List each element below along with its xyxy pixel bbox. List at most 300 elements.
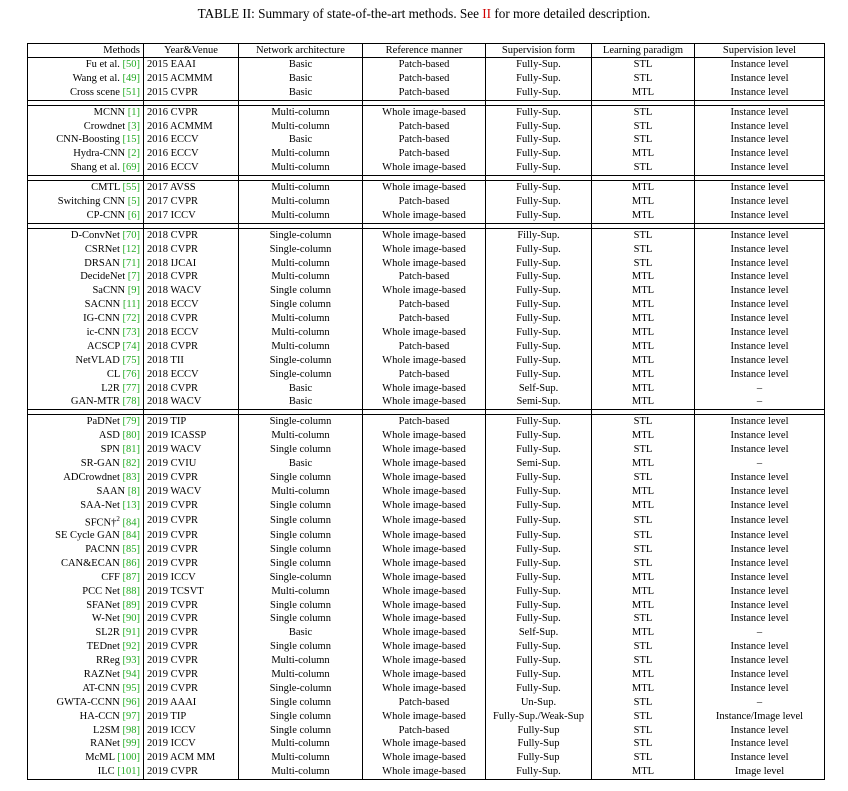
reference-cell: Patch-based [363, 298, 486, 312]
year-venue-cell: 2019 CVPR [144, 765, 239, 779]
citation-link[interactable]: [79] [122, 416, 140, 428]
method-cell [28, 668, 144, 682]
paradigm-cell: STL [592, 543, 695, 557]
paradigm-cell: STL [592, 557, 695, 571]
supervision-level-cell: – [695, 626, 825, 640]
reference-cell: Whole image-based [363, 543, 486, 557]
supervision-form-cell: Fully-Sup. [486, 557, 592, 571]
citation-link[interactable]: [12] [122, 243, 140, 255]
citation-link[interactable]: [50] [122, 58, 140, 70]
network-cell: Multi-column [239, 585, 363, 599]
reference-cell: Whole image-based [363, 382, 486, 396]
paradigm-cell: STL [592, 513, 695, 530]
method-name: SACNN [84, 299, 121, 311]
citation-link[interactable]: [89] [122, 599, 140, 611]
supervision-level-cell: Instance level [695, 147, 825, 161]
supervision-form-cell: Un-Sup. [486, 696, 592, 710]
supervision-level-cell: Instance level [695, 557, 825, 571]
supervision-level-cell: Instance level [695, 340, 825, 354]
reference-cell: Patch-based [363, 368, 486, 382]
citation-link[interactable]: [96] [122, 696, 140, 708]
year-venue-cell: 2019 CVPR [144, 626, 239, 640]
method-name: CP-CNN [86, 209, 126, 221]
method-cell [28, 195, 144, 209]
supervision-form-cell: Fully-Sup. [486, 571, 592, 585]
paradigm-cell: MTL [592, 571, 695, 585]
table-row [28, 429, 825, 443]
supervision-form-cell: Fully-Sup. [486, 340, 592, 354]
citation-link[interactable]: [100] [117, 752, 140, 764]
year-venue-cell: 2019 CVPR [144, 499, 239, 513]
network-cell: Single-column [239, 354, 363, 368]
table-row [28, 529, 825, 543]
method-name: SR-GAN [80, 457, 120, 469]
method-name: TEDnet [86, 641, 120, 653]
year-venue-cell: 2018 WACV [144, 284, 239, 298]
paradigm-cell: MTL [592, 499, 695, 513]
year-venue-cell: 2016 ECCV [144, 161, 239, 175]
network-cell: Multi-column [239, 737, 363, 751]
reference-cell: Whole image-based [363, 499, 486, 513]
supervision-level-cell: Instance level [695, 571, 825, 585]
paradigm-cell: MTL [592, 682, 695, 696]
supervision-form-cell: Semi-Sup. [486, 395, 592, 409]
citation-link[interactable]: [11] [122, 299, 140, 311]
method-cell [28, 599, 144, 613]
year-venue-cell: 2019 CVPR [144, 471, 239, 485]
network-cell: Single column [239, 499, 363, 513]
supervision-level-cell: Instance level [695, 654, 825, 668]
citation-link[interactable]: [72] [122, 313, 140, 325]
method-cell [28, 724, 144, 738]
supervision-level-cell: Instance level [695, 161, 825, 175]
paradigm-cell: STL [592, 710, 695, 724]
year-venue-cell: 2015 ACMMM [144, 72, 239, 86]
citation-link[interactable]: [82] [122, 457, 140, 469]
network-cell: Multi-column [239, 340, 363, 354]
citation-link[interactable]: [101] [117, 766, 140, 778]
network-cell: Multi-column [239, 161, 363, 175]
year-venue-cell: 2019 AAAI [144, 696, 239, 710]
method-name: SaCNN [92, 285, 126, 297]
network-cell: Multi-column [239, 429, 363, 443]
method-cell [28, 612, 144, 626]
year-venue-cell: 2019 ICCV [144, 737, 239, 751]
citation-link[interactable]: [2] [127, 148, 140, 160]
method-name: RReg [95, 655, 120, 667]
citation-link[interactable]: [93] [122, 655, 140, 667]
network-cell: Single column [239, 696, 363, 710]
supervision-level-cell: Instance level [695, 105, 825, 119]
reference-cell: Patch-based [363, 312, 486, 326]
method-name: ILC [97, 766, 115, 778]
supervision-form-cell: Fully-Sup. [486, 72, 592, 86]
supervision-level-cell: Instance level [695, 682, 825, 696]
table-row [28, 626, 825, 640]
supervision-form-cell: Fully-Sup. [486, 120, 592, 134]
table-row [28, 710, 825, 724]
method-name: GWTA-CCNN [56, 696, 120, 708]
network-cell: Single-column [239, 571, 363, 585]
paradigm-cell: MTL [592, 485, 695, 499]
reference-cell: Patch-based [363, 58, 486, 72]
table-row [28, 298, 825, 312]
supervision-level-cell: Instance level [695, 443, 825, 457]
table-row [28, 571, 825, 585]
reference-cell: Whole image-based [363, 710, 486, 724]
year-venue-cell: 2019 CVPR [144, 682, 239, 696]
reference-cell: Whole image-based [363, 243, 486, 257]
citation-link[interactable]: [84] [122, 517, 140, 529]
method-cell [28, 696, 144, 710]
reference-cell: Whole image-based [363, 599, 486, 613]
supervision-form-cell: Fully-Sup. [486, 585, 592, 599]
network-cell: Multi-column [239, 668, 363, 682]
citation-link[interactable]: [97] [122, 710, 140, 722]
year-venue-cell: 2019 CVPR [144, 557, 239, 571]
method-cell [28, 737, 144, 751]
network-cell: Basic [239, 72, 363, 86]
method-cell [28, 751, 144, 765]
table-row [28, 682, 825, 696]
table-row [28, 696, 825, 710]
footnote-marker: 2 [116, 514, 120, 523]
supervision-form-cell: Fully-Sup. [486, 415, 592, 429]
reference-cell: Whole image-based [363, 457, 486, 471]
citation-link[interactable]: [1] [127, 106, 140, 118]
citation-link[interactable]: [69] [122, 162, 140, 174]
network-cell: Single column [239, 284, 363, 298]
method-name: CL [106, 368, 120, 380]
paradigm-cell: STL [592, 58, 695, 72]
reference-cell: Whole image-based [363, 326, 486, 340]
supervision-level-cell: Instance level [695, 499, 825, 513]
table-header-row [28, 44, 825, 58]
supervision-level-cell: Instance level [695, 86, 825, 100]
reference-cell: Whole image-based [363, 395, 486, 409]
table-row [28, 312, 825, 326]
citation-link[interactable]: [5] [127, 195, 140, 207]
paradigm-cell: MTL [592, 270, 695, 284]
citation-link[interactable]: [90] [122, 613, 140, 625]
citation-link[interactable]: [88] [122, 585, 140, 597]
method-cell [28, 382, 144, 396]
year-venue-cell: 2019 CVPR [144, 612, 239, 626]
method-cell [28, 529, 144, 543]
reference-cell: Patch-based [363, 86, 486, 100]
table-row [28, 640, 825, 654]
supervision-form-cell: Self-Sup. [486, 382, 592, 396]
citation-link[interactable]: [70] [122, 229, 140, 241]
citation-link[interactable]: [78] [122, 396, 140, 408]
year-venue-cell: 2017 ICCV [144, 209, 239, 223]
method-cell [28, 209, 144, 223]
network-cell: Single column [239, 529, 363, 543]
year-venue-cell: 2018 CVPR [144, 228, 239, 242]
table-caption [0, 6, 848, 22]
method-cell [28, 457, 144, 471]
method-cell [28, 120, 144, 134]
paradigm-cell: STL [592, 161, 695, 175]
paradigm-cell: MTL [592, 326, 695, 340]
network-cell: Multi-column [239, 147, 363, 161]
caption-reference-link[interactable]: II [482, 6, 492, 21]
citation-link[interactable]: [99] [122, 738, 140, 750]
citation-link[interactable]: [8] [127, 485, 140, 497]
table-row [28, 133, 825, 147]
citation-link[interactable]: [80] [122, 430, 140, 442]
supervision-form-cell: Fully-Sup. [486, 485, 592, 499]
method-cell [28, 471, 144, 485]
citation-link[interactable]: [84] [122, 530, 140, 542]
supervision-level-cell: Instance level [695, 243, 825, 257]
network-cell: Single column [239, 640, 363, 654]
network-cell: Single column [239, 557, 363, 571]
citation-link[interactable]: [75] [122, 354, 140, 366]
citation-link[interactable]: [49] [122, 72, 140, 84]
method-name: ASD [98, 430, 120, 442]
method-cell [28, 585, 144, 599]
reference-cell: Whole image-based [363, 682, 486, 696]
citation-link[interactable]: [81] [122, 444, 140, 456]
method-cell [28, 270, 144, 284]
method-cell [28, 415, 144, 429]
year-venue-cell: 2019 ACM MM [144, 751, 239, 765]
supervision-form-cell: Fully-Sup. [486, 243, 592, 257]
reference-cell: Patch-based [363, 340, 486, 354]
supervision-form-cell: Fully-Sup. [486, 513, 592, 530]
citation-link[interactable]: [94] [122, 668, 140, 680]
method-cell [28, 640, 144, 654]
header-year-venue: Year&Venue [144, 44, 239, 58]
supervision-level-cell: Instance level [695, 209, 825, 223]
network-cell: Multi-column [239, 195, 363, 209]
method-name: SFANet [86, 599, 120, 611]
table-row [28, 599, 825, 613]
supervision-form-cell: Fully-Sup. [486, 298, 592, 312]
table-row [28, 161, 825, 175]
table-row [28, 415, 825, 429]
method-cell [28, 228, 144, 242]
citation-link[interactable]: [7] [127, 271, 140, 283]
network-cell: Multi-column [239, 120, 363, 134]
method-name: Shang et al. [70, 162, 120, 174]
year-venue-cell: 2015 EAAI [144, 58, 239, 72]
method-cell [28, 395, 144, 409]
paradigm-cell: STL [592, 133, 695, 147]
citation-link[interactable]: [98] [122, 724, 140, 736]
supervision-level-cell: Instance level [695, 228, 825, 242]
citation-link[interactable]: [85] [122, 543, 140, 555]
supervision-form-cell: Fully-Sup. [486, 640, 592, 654]
year-venue-cell: 2018 WACV [144, 395, 239, 409]
supervision-level-cell: Instance level [695, 312, 825, 326]
supervision-form-cell: Fully-Sup. [486, 354, 592, 368]
method-name: McML [85, 752, 115, 764]
year-venue-cell: 2018 CVPR [144, 270, 239, 284]
supervision-level-cell: Instance level [695, 640, 825, 654]
supervision-form-cell: Fully-Sup. [486, 284, 592, 298]
method-cell [28, 499, 144, 513]
paradigm-cell: STL [592, 612, 695, 626]
citation-link[interactable]: [86] [122, 557, 140, 569]
year-venue-cell: 2019 ICCV [144, 571, 239, 585]
supervision-level-cell: – [695, 696, 825, 710]
method-name: RAZNet [83, 668, 120, 680]
table-row [28, 543, 825, 557]
method-name: IG-CNN [83, 313, 120, 325]
citation-link[interactable]: [95] [122, 682, 140, 694]
supervision-form-cell: Fully-Sup. [486, 86, 592, 100]
supervision-form-cell: Fully-Sup. [486, 668, 592, 682]
year-venue-cell: 2019 ICASSP [144, 429, 239, 443]
year-venue-cell: 2016 ECCV [144, 147, 239, 161]
year-venue-cell: 2019 CVPR [144, 543, 239, 557]
network-cell: Multi-column [239, 485, 363, 499]
supervision-form-cell: Fully-Sup. [486, 58, 592, 72]
table-row [28, 270, 825, 284]
reference-cell: Whole image-based [363, 626, 486, 640]
citation-link[interactable]: [83] [122, 471, 140, 483]
table-row [28, 228, 825, 242]
citation-link[interactable]: [3] [127, 120, 140, 132]
method-name: MCNN [93, 106, 126, 118]
supervision-level-cell: Instance level [695, 543, 825, 557]
year-venue-cell: 2019 ICCV [144, 724, 239, 738]
citation-link[interactable]: [76] [122, 368, 140, 380]
method-name: CSRNet [84, 243, 120, 255]
supervision-level-cell: Instance level [695, 471, 825, 485]
supervision-level-cell: Instance level [695, 298, 825, 312]
table-row [28, 654, 825, 668]
method-name: CNN-Boosting [56, 134, 120, 146]
reference-cell: Patch-based [363, 72, 486, 86]
year-venue-cell: 2018 ECCV [144, 326, 239, 340]
citation-link[interactable]: [73] [122, 326, 140, 338]
paradigm-cell: MTL [592, 340, 695, 354]
paradigm-cell: MTL [592, 181, 695, 195]
network-cell: Multi-column [239, 654, 363, 668]
network-cell: Single column [239, 543, 363, 557]
reference-cell: Patch-based [363, 133, 486, 147]
paradigm-cell: MTL [592, 284, 695, 298]
paradigm-cell: STL [592, 751, 695, 765]
citation-link[interactable]: [6] [127, 209, 140, 221]
network-cell: Multi-column [239, 257, 363, 271]
reference-cell: Whole image-based [363, 429, 486, 443]
table-row [28, 86, 825, 100]
method-cell [28, 161, 144, 175]
network-cell: Basic [239, 58, 363, 72]
reference-cell: Patch-based [363, 147, 486, 161]
network-cell: Single-column [239, 415, 363, 429]
citation-link[interactable]: [13] [122, 499, 140, 511]
supervision-level-cell: Instance level [695, 415, 825, 429]
paradigm-cell: MTL [592, 312, 695, 326]
reference-cell: Patch-based [363, 696, 486, 710]
supervision-level-cell: Instance level [695, 257, 825, 271]
citation-link[interactable]: [77] [122, 382, 140, 394]
supervision-level-cell: Instance level [695, 737, 825, 751]
paradigm-cell: STL [592, 243, 695, 257]
year-venue-cell: 2019 CVPR [144, 599, 239, 613]
network-cell: Basic [239, 626, 363, 640]
table-row [28, 181, 825, 195]
network-cell: Single column [239, 513, 363, 530]
paradigm-cell: MTL [592, 457, 695, 471]
method-cell [28, 72, 144, 86]
citation-link[interactable]: [91] [122, 627, 140, 639]
year-venue-cell: 2019 CVIU [144, 457, 239, 471]
supervision-form-cell: Fully-Sup. [486, 326, 592, 340]
citation-link[interactable]: [92] [122, 641, 140, 653]
method-name: Crowdnet [83, 120, 126, 132]
network-cell: Single-column [239, 682, 363, 696]
paradigm-cell: STL [592, 443, 695, 457]
citation-link[interactable]: [87] [122, 571, 140, 583]
method-name: D-ConvNet [70, 229, 120, 241]
method-name: L2SM [93, 724, 120, 736]
paradigm-cell: STL [592, 415, 695, 429]
method-name: Wang et al. [72, 72, 120, 84]
table-row [28, 765, 825, 779]
paradigm-cell: MTL [592, 298, 695, 312]
network-cell: Basic [239, 382, 363, 396]
reference-cell: Whole image-based [363, 737, 486, 751]
supervision-level-cell: Instance level [695, 485, 825, 499]
network-cell: Basic [239, 133, 363, 147]
citation-link[interactable]: [9] [127, 285, 140, 297]
method-cell [28, 133, 144, 147]
year-venue-cell: 2018 CVPR [144, 340, 239, 354]
year-venue-cell: 2018 ECCV [144, 298, 239, 312]
citation-link[interactable]: [74] [122, 340, 140, 352]
citation-link[interactable]: [71] [122, 257, 140, 269]
paradigm-cell: STL [592, 72, 695, 86]
year-venue-cell: 2019 CVPR [144, 513, 239, 530]
reference-cell: Whole image-based [363, 485, 486, 499]
reference-cell: Whole image-based [363, 654, 486, 668]
supervision-level-cell: Instance level [695, 58, 825, 72]
supervision-form-cell: Fully-Sup. [486, 161, 592, 175]
paradigm-cell: STL [592, 737, 695, 751]
network-cell: Basic [239, 457, 363, 471]
method-cell [28, 312, 144, 326]
citation-link[interactable]: [55] [122, 182, 140, 194]
network-cell: Single column [239, 298, 363, 312]
network-cell: Single column [239, 612, 363, 626]
method-name: RANet [90, 738, 120, 750]
table-row [28, 58, 825, 72]
supervision-level-cell: Instance level [695, 668, 825, 682]
reference-cell: Whole image-based [363, 284, 486, 298]
year-venue-cell: 2019 CVPR [144, 640, 239, 654]
table-row [28, 209, 825, 223]
year-venue-cell: 2017 AVSS [144, 181, 239, 195]
year-venue-cell: 2018 CVPR [144, 312, 239, 326]
citation-link[interactable]: [15] [122, 134, 140, 146]
citation-link[interactable]: [51] [122, 86, 140, 98]
paradigm-cell: MTL [592, 147, 695, 161]
year-venue-cell: 2019 WACV [144, 443, 239, 457]
year-venue-cell: 2019 CVPR [144, 668, 239, 682]
supervision-level-cell: Instance level [695, 133, 825, 147]
paradigm-cell: STL [592, 640, 695, 654]
supervision-level-cell: Instance level [695, 120, 825, 134]
paradigm-cell: STL [592, 228, 695, 242]
method-cell [28, 243, 144, 257]
supervision-level-cell: Instance level [695, 429, 825, 443]
